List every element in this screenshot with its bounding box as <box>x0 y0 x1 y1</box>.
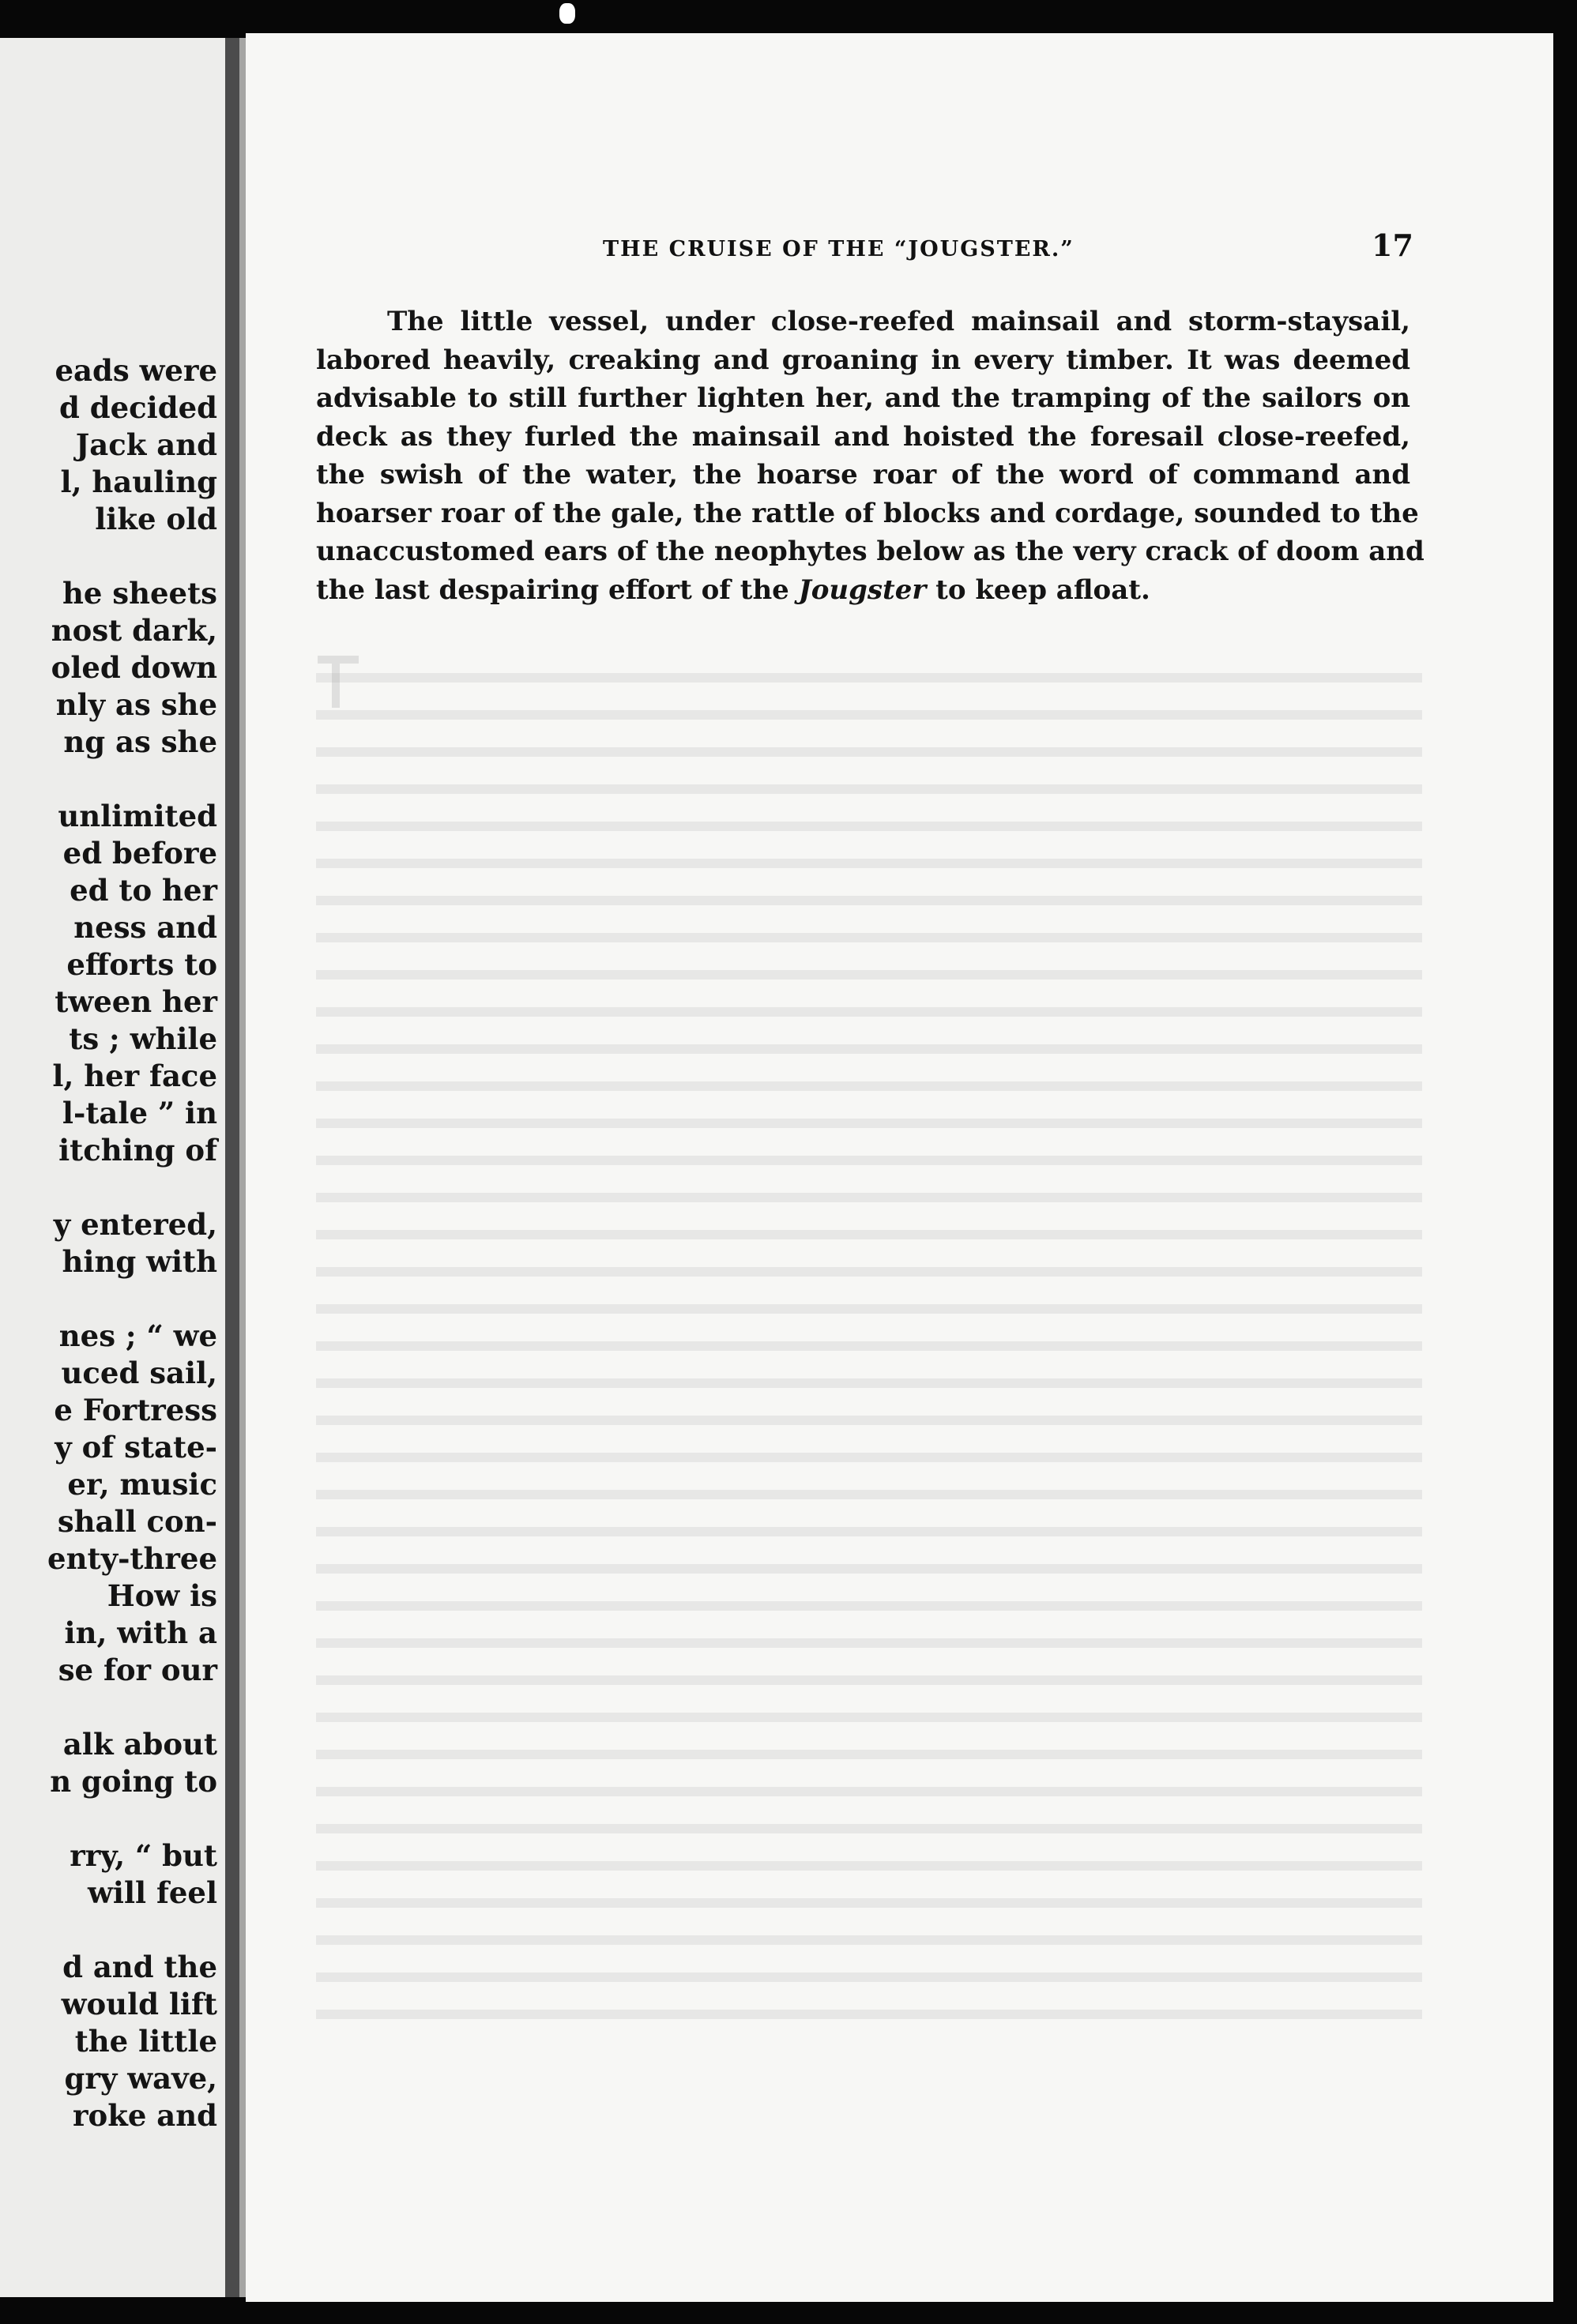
left-page-line: enty-three <box>47 1541 217 1576</box>
left-page-line: hing with <box>62 1244 217 1279</box>
body-paragraph <box>316 303 1425 609</box>
last-line-end: to keep afloat. <box>926 573 1150 606</box>
left-page <box>0 38 225 2297</box>
left-page-line: ts ; while <box>69 1021 217 1056</box>
left-page-line: ed before <box>62 836 217 871</box>
left-page-line <box>0 1912 217 1949</box>
left-page-line: itching of <box>58 1133 217 1168</box>
left-page-line <box>0 1689 217 1726</box>
left-page-line: would lift <box>61 1987 217 2021</box>
running-head: THE CRUISE OF THE “JOUGSTER.” <box>603 237 1075 261</box>
left-page-line: like old <box>95 502 217 536</box>
left-page-line: How is <box>107 1578 217 1613</box>
paragraph-line: advisable to still further lighten her, and the tramping of the sailors on <box>316 382 1410 414</box>
left-page-line: will feel <box>88 1875 217 1910</box>
left-page-line: rry, “ but <box>70 1838 217 1873</box>
left-page-line: eads were <box>55 353 217 388</box>
left-page-line: ng as she <box>63 724 217 759</box>
left-page-line: d and the <box>62 1950 217 1984</box>
paragraph-line: unaccustomed ears of the neophytes below as the very crack of doom and <box>316 536 1425 567</box>
left-page-line: the little <box>74 2024 217 2059</box>
paragraph-last-line <box>316 571 1410 610</box>
left-page-text <box>0 352 217 2134</box>
left-page-line: n going to <box>50 1764 217 1799</box>
paragraph-line: deck as they furled the mainsail and hoisted the foresail close-reefed, <box>316 420 1410 453</box>
bleed-through-text <box>316 656 1422 2038</box>
spine-edge <box>239 38 246 2297</box>
left-page-line <box>0 1800 217 1837</box>
left-page-line: e Fortress <box>54 1393 217 1427</box>
left-page-line: unlimited <box>58 799 217 833</box>
paragraph-line: The little vessel, under close-reefed mainsail and storm-staysail, <box>387 306 1410 337</box>
paragraph-line: labored heavily, creaking and groaning in every timber. It was deemed <box>316 344 1410 376</box>
left-page-line: er, music <box>67 1467 217 1502</box>
paragraph-line: the swish of the water, the hoarse roar of the word of command and <box>316 459 1410 491</box>
left-page-line: he sheets <box>62 576 217 611</box>
paragraph-line: hoarser roar of the gale, the rattle of blocks and cordage, sounded to the <box>316 497 1419 529</box>
bleed-through-drop-cap <box>318 656 359 711</box>
left-page-line: roke and <box>73 2098 217 2133</box>
left-page-line <box>0 761 217 798</box>
left-page-line: Jack and <box>75 427 217 462</box>
left-page-line: shall con- <box>57 1504 217 1539</box>
left-page-line: ness and <box>73 910 217 945</box>
left-page-line: l, her face <box>52 1059 217 1093</box>
left-page-line: y entered, <box>53 1207 217 1242</box>
left-page-line: y of state- <box>55 1430 217 1465</box>
scan-mark <box>559 3 575 24</box>
left-page-line: gry wave, <box>64 2061 217 2096</box>
right-page-edge <box>1553 33 1577 2302</box>
left-page-line <box>0 1280 217 1318</box>
left-page-line: ed to her <box>70 873 217 908</box>
left-page-line: nly as she <box>55 687 217 722</box>
left-page-line: uced sail, <box>61 1356 217 1390</box>
left-page-line: nes ; “ we <box>58 1318 217 1353</box>
left-page-line: oled down <box>51 650 217 685</box>
left-page-line: efforts to <box>66 947 217 982</box>
left-page-line: alk about <box>62 1727 217 1762</box>
left-page-line: tween her <box>55 984 217 1019</box>
page-number: 17 <box>1372 228 1413 263</box>
left-page-line <box>0 538 217 575</box>
left-page-line: se for our <box>58 1653 217 1687</box>
left-page-line: in, with a <box>64 1615 217 1650</box>
book-spine <box>225 38 239 2297</box>
left-page-line <box>0 1169 217 1206</box>
left-page-line: l, hauling <box>60 464 217 499</box>
left-page-line: d decided <box>58 390 217 425</box>
ship-name: Jougster <box>798 573 927 606</box>
last-line-text: the last despairing effort of the <box>316 573 799 606</box>
left-page-line: l-tale ” in <box>62 1096 217 1130</box>
left-page-line: nost dark, <box>51 613 217 648</box>
